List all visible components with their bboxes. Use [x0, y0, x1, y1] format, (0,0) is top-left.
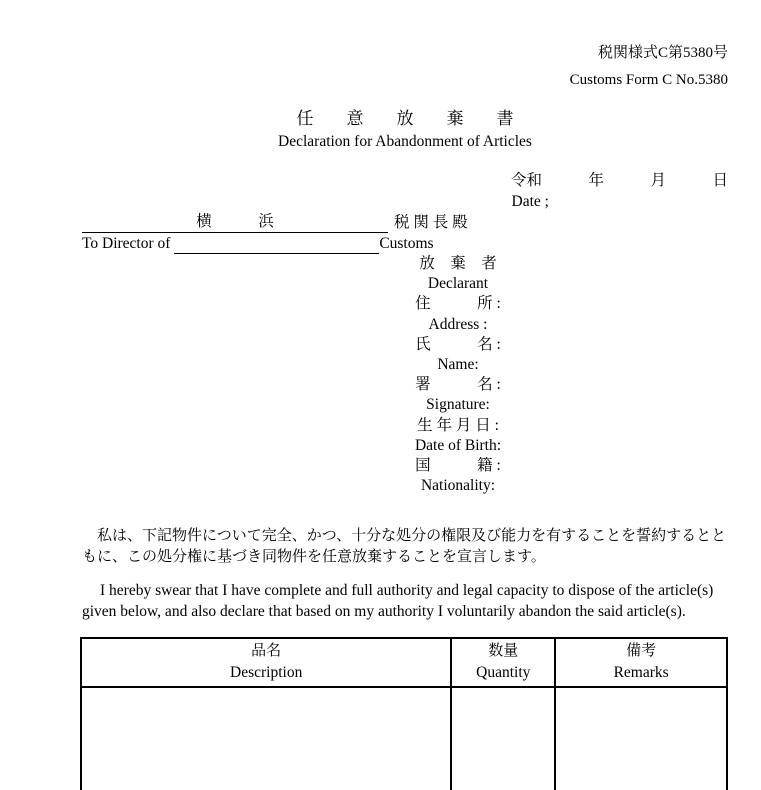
quantity-column-header	[451, 638, 555, 687]
description-header-jp: 品名	[251, 643, 282, 660]
quantity-header-en: Quantity	[476, 664, 531, 682]
table-header-row	[81, 638, 727, 687]
form-title-en: Declaration for Abandonment of Articles	[278, 133, 532, 150]
declarant-block	[408, 254, 508, 496]
remarks-header-jp: 備考	[626, 643, 657, 660]
declarant-heading-jp: 放 棄 者	[419, 255, 497, 272]
addressee-line-jp	[82, 212, 728, 233]
form-title-jp: 任 意 放 棄 書	[296, 109, 522, 128]
table-row	[81, 687, 727, 790]
declarant-heading-en: Declarant	[427, 275, 489, 293]
nationality-label-jp: 国 籍 :	[415, 457, 501, 475]
addressee-suffix-jp: 税 関 長 殿	[394, 214, 468, 231]
addressee-line-en	[82, 233, 728, 254]
description-cell	[81, 687, 451, 790]
form-number-block	[82, 40, 728, 94]
remarks-cell	[555, 687, 727, 790]
signature-label-jp: 署 名 :	[415, 376, 501, 394]
quantity-header-jp: 数量	[488, 643, 519, 660]
signature-label-en: Signature:	[426, 396, 490, 414]
oath-paragraph-en: I hereby swear that I have complete and full authority and legal capacity to dispose of the article(s) given below, and also declare that based on my authority I voluntarily abandon the said article(s).	[82, 582, 714, 620]
name-label-jp: 氏 名 :	[415, 335, 501, 353]
date-block	[82, 170, 728, 212]
date-of-birth-label-en: Date of Birth:	[414, 436, 502, 454]
date-line-jp: 令和 年 月 日	[510, 172, 728, 189]
form-number-jp: 税関様式C第5380号	[597, 45, 728, 61]
quantity-cell	[451, 687, 555, 790]
addressee-blank-jp: 横 浜	[82, 212, 388, 233]
date-of-birth-label-jp: 生 年 月 日 :	[417, 416, 499, 434]
title-block	[82, 108, 728, 152]
form-number-en: Customs Form C No.5380	[569, 72, 728, 88]
address-label-jp: 住 所 :	[415, 295, 501, 313]
nationality-label-en: Nationality:	[420, 477, 496, 495]
remarks-header-en: Remarks	[613, 664, 669, 682]
description-column-header	[81, 638, 451, 687]
date-label-en: Date ;	[511, 193, 549, 210]
address-label-en: Address :	[428, 315, 488, 333]
addressee-prefix-en: To Director of	[82, 235, 171, 252]
articles-table	[80, 637, 728, 790]
addressee-blank-en	[174, 233, 379, 254]
addressee-suffix-en: Customs	[379, 235, 434, 252]
description-header-en: Description	[230, 664, 303, 682]
oath-paragraph-jp: 私は、下記物件について完全、かつ、十分な処分の権限及び能力を有することを誓約するとともに、この処分権に基づき同物件を任意放棄することを宣言します。	[82, 528, 727, 565]
name-label-en: Name:	[437, 356, 479, 374]
remarks-column-header	[555, 638, 727, 687]
